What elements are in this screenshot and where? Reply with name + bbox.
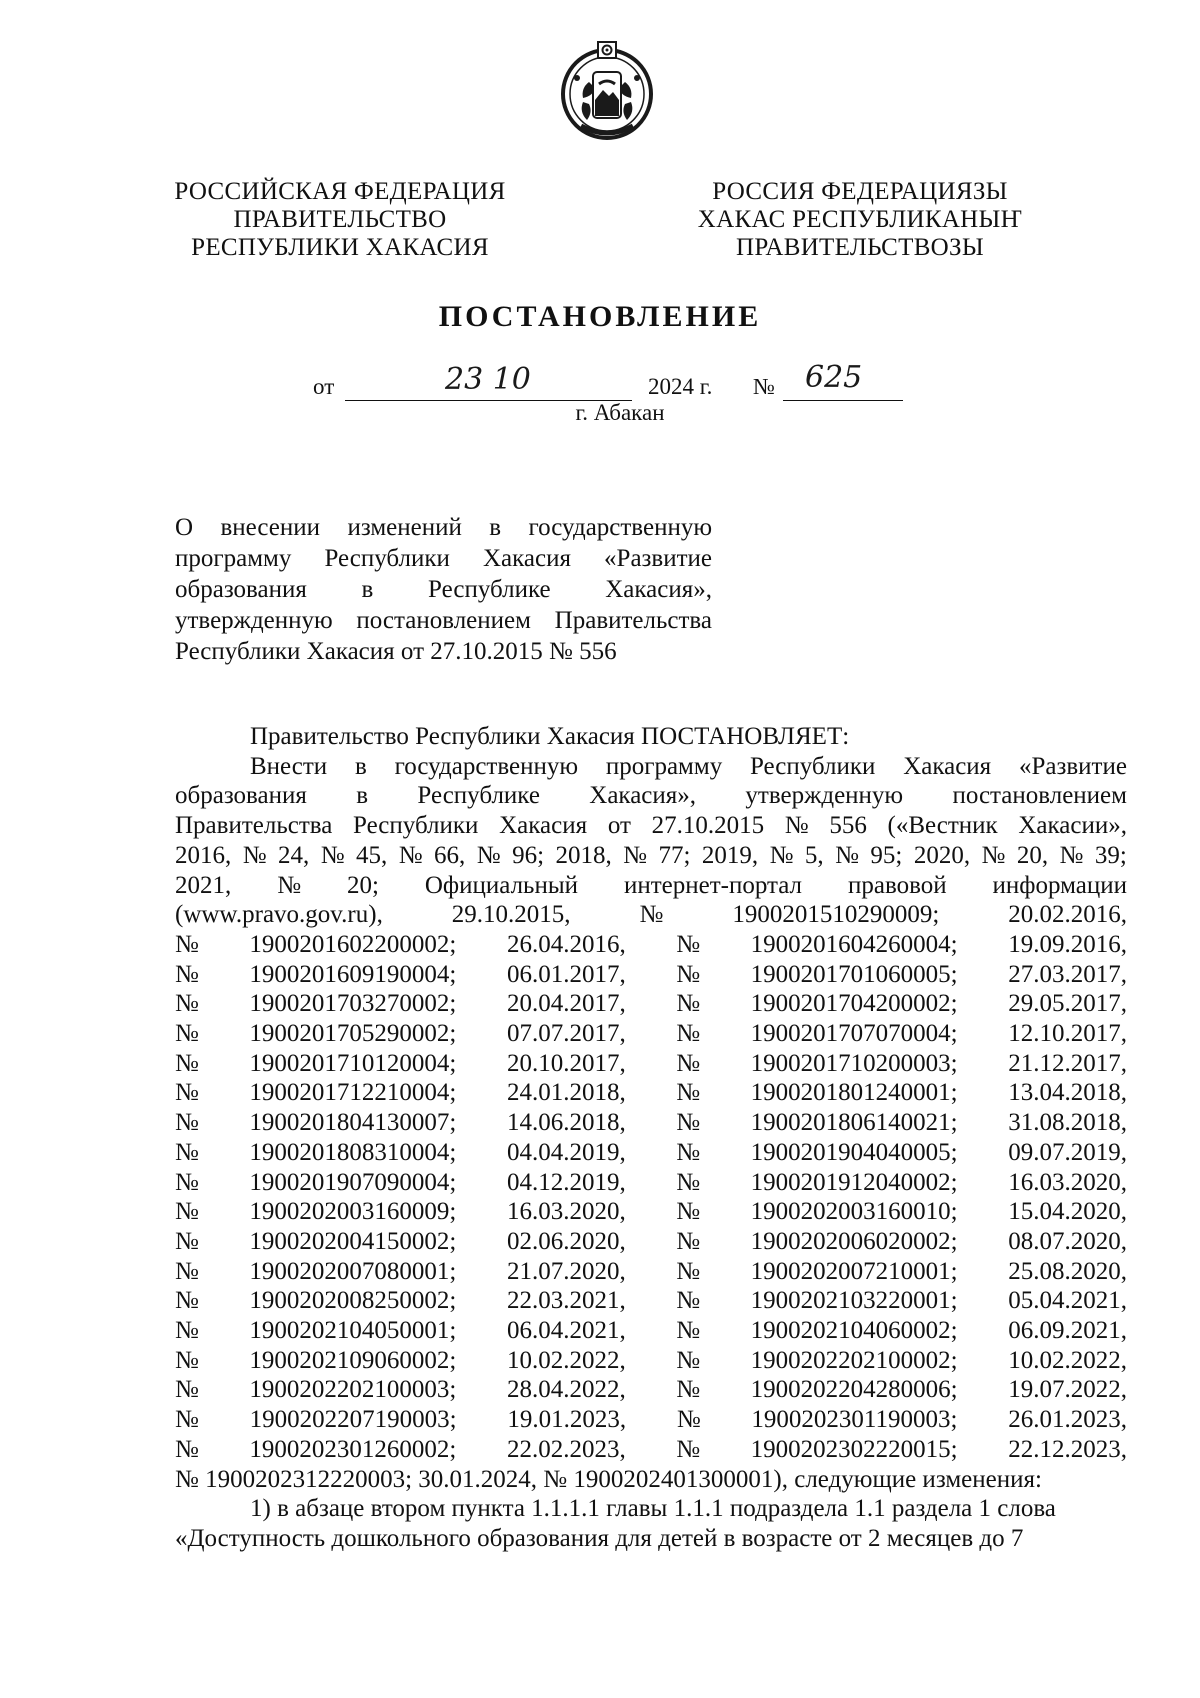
body-word: 05.04.2021, <box>1008 1287 1127 1315</box>
body-word: № <box>769 841 794 869</box>
header-left-block <box>160 178 520 262</box>
body-word: 09.07.2019, <box>1008 1138 1127 1166</box>
handwritten-number: 625 <box>805 360 863 395</box>
body-word: № <box>320 841 345 869</box>
document-type-title: ПОСТАНОВЛЕНИЕ <box>438 300 762 333</box>
body-word: постановлением <box>952 782 1127 810</box>
body-word: 2020, <box>913 841 971 869</box>
body-word: (www.pravo.gov.ru), <box>175 901 383 929</box>
body-word: правовой <box>847 871 947 899</box>
body-word: № <box>676 1376 701 1404</box>
body-word: «Развитие <box>1018 752 1127 780</box>
body-word: 20.04.2017, <box>506 990 626 1018</box>
body-word: 1900201510290009; <box>732 901 940 929</box>
item-1-continuation: «Доступность дошкольного образования для детей в возрасте от 2 месяцев до 7 <box>175 1524 1024 1552</box>
body-word: программу <box>605 752 723 780</box>
body-word: 1900202103220001; <box>750 1287 958 1315</box>
body-line <box>175 1227 1127 1257</box>
body-word: 556 <box>829 812 867 840</box>
body-word: Хакасия», <box>589 782 697 810</box>
header-right-block <box>680 178 1040 262</box>
body-word: интернет-портал <box>623 871 803 899</box>
body-word: 1900201609190004; <box>249 960 457 988</box>
body-word: 1900201804130007; <box>249 1109 457 1137</box>
number-label: № <box>753 374 775 399</box>
body-word: № <box>676 1227 701 1255</box>
from-label: от <box>313 374 335 399</box>
body-word: 22.02.2023, <box>506 1435 626 1463</box>
body-word: 1900201712210004; <box>249 1079 457 1107</box>
body-word: 2018, <box>555 841 612 869</box>
body-word: 1900201904040005; <box>750 1138 958 1166</box>
coat-of-arms-icon <box>555 38 659 142</box>
body-word: 15.04.2020, <box>1008 1198 1127 1226</box>
body-line <box>175 960 1127 990</box>
body-word: образования <box>175 782 307 810</box>
body-word: 16.03.2020, <box>506 1198 626 1226</box>
body-word: № <box>242 841 267 869</box>
body-line <box>175 1316 1127 1346</box>
subject-line: Республики Хакасия от 27.10.2015 № 556 <box>175 638 617 665</box>
body-word: № <box>676 1406 701 1434</box>
body-word: 96; <box>512 841 545 869</box>
body-word: 04.04.2019, <box>506 1138 626 1166</box>
body-line <box>175 989 1127 1019</box>
body-word: Республики <box>749 752 876 780</box>
body-word: № <box>623 841 648 869</box>
body-word: 1900201806140021; <box>750 1109 958 1137</box>
body-word: № <box>676 1109 701 1137</box>
body-word: («Вестник <box>887 812 998 840</box>
body-word: № <box>277 871 302 899</box>
subject-line: утвержденную постановлением Правительства <box>175 607 712 634</box>
body-word: 06.04.2021, <box>506 1317 626 1345</box>
body-word: 22.12.2023, <box>1008 1435 1127 1463</box>
body-word: № <box>175 1138 199 1166</box>
body-word: № <box>835 841 859 869</box>
body-word: 2019, <box>701 841 759 869</box>
body-word: 24, <box>278 841 310 869</box>
body-line <box>175 1108 1127 1138</box>
body-word: № <box>175 930 199 958</box>
body-word: 19.09.2016, <box>1008 930 1127 958</box>
body-word: № <box>476 841 501 869</box>
body-word: 10.02.2022, <box>506 1346 626 1374</box>
body-word: 1900202003160010; <box>750 1198 958 1226</box>
body-word: 1900202007080001; <box>249 1257 457 1285</box>
body-word: 28.04.2022, <box>506 1376 626 1404</box>
body-word: 13.04.2018, <box>1008 1079 1127 1107</box>
body-line <box>175 1375 1127 1405</box>
body-word: 1900202104050001; <box>249 1317 457 1345</box>
body-line <box>175 871 1127 901</box>
body-word: 10.02.2022, <box>1008 1346 1127 1374</box>
body-word: 27.10.2015 <box>651 812 765 840</box>
body-line <box>175 1286 1127 1316</box>
body-word: № <box>175 1168 199 1196</box>
body-word: 1900201701060005; <box>750 960 958 988</box>
body-word: 08.07.2020, <box>1008 1227 1127 1255</box>
body-word: 20.02.2016, <box>1008 901 1127 929</box>
body-line <box>175 1346 1127 1376</box>
body-word: № <box>676 930 701 958</box>
body-word: Хакасия <box>499 812 588 840</box>
body-word: 1900201602200002; <box>249 930 457 958</box>
body-word: 20; <box>346 871 379 899</box>
body-word: № <box>175 1109 199 1137</box>
body-word: 1900202109060002; <box>249 1346 457 1374</box>
body-word: 26.04.2016, <box>506 930 626 958</box>
body-word: 1900201808310004; <box>249 1138 457 1166</box>
body-word: № <box>784 812 809 840</box>
body-line <box>175 811 1127 841</box>
body-word: Хакасии», <box>1018 812 1127 840</box>
body-word: № <box>676 990 701 1018</box>
body-word: Республике <box>417 782 540 810</box>
body-word: № <box>676 1435 701 1463</box>
header-left-line-3: РЕСПУБЛИКИ ХАКАСИЯ <box>191 234 489 261</box>
body-word: Республики <box>353 812 479 840</box>
body-word: № <box>676 1346 701 1374</box>
body-word: 1900202007210001; <box>750 1257 958 1285</box>
decree-line: Правительство Республики Хакасия ПОСТАНОВЛЯЕТ: <box>250 723 850 750</box>
body-word: 5, <box>804 841 824 869</box>
body-word: 1900201907090004; <box>249 1168 457 1196</box>
header-right-line-2: ХАКАС РЕСПУБЛИКАНЫҤ <box>697 206 1023 233</box>
body-word: № <box>175 1020 199 1048</box>
body-word: 06.09.2021, <box>1008 1317 1127 1345</box>
body-line <box>175 900 1127 930</box>
body-word: № <box>175 1287 199 1315</box>
body-word: 20.10.2017, <box>506 1049 626 1077</box>
body-line <box>175 930 1127 960</box>
body-word: № <box>175 1406 199 1434</box>
body-word: 1900202204280006; <box>750 1376 958 1404</box>
body-line <box>175 1138 1127 1168</box>
item-1-line: 1) в абзаце втором пункта 1.1.1.1 главы 1.1.1 подраздела 1.1 раздела 1 слова <box>250 1495 1056 1523</box>
body-line <box>175 1197 1127 1227</box>
body-word: 22.03.2021, <box>506 1287 626 1315</box>
body-word: № <box>676 1198 701 1226</box>
subject-block <box>175 512 712 667</box>
body-word: 2016, <box>175 841 232 869</box>
body-word: № <box>175 1227 199 1255</box>
body-word: 1900202004150002; <box>249 1227 457 1255</box>
body-word: 06.01.2017, <box>506 960 626 988</box>
body-word: 1900202301190003; <box>751 1406 958 1434</box>
body-line <box>175 1257 1127 1287</box>
body-word: 1900202003160009; <box>249 1198 457 1226</box>
body-word: 66, <box>434 841 466 869</box>
body-line <box>175 1405 1127 1435</box>
body-line <box>175 841 1127 871</box>
body-word: № <box>981 841 1006 869</box>
header-right-line-1: РОССИЯ ФЕДЕРАЦИЯЗЫ <box>712 178 1008 205</box>
body-word: в <box>356 782 369 810</box>
body-word: 1900201707070004; <box>750 1020 958 1048</box>
body-word: 31.08.2018, <box>1008 1109 1127 1137</box>
body-word: № <box>676 1138 701 1166</box>
body-word: № <box>676 1257 701 1285</box>
body-word: Внести <box>250 752 328 780</box>
header-right-line-3: ПРАВИТЕЛЬСТВОЗЫ <box>736 234 984 261</box>
body-word: 07.07.2017, <box>506 1020 626 1048</box>
body-word: в <box>354 752 367 780</box>
body-word: 77; <box>658 841 691 869</box>
subject-line: О внесении изменений в государственную <box>175 514 712 541</box>
body-word: 02.06.2020, <box>506 1227 626 1255</box>
body-word: № <box>175 1376 199 1404</box>
body-word: 1900202302220015; <box>750 1435 958 1463</box>
body-word: № <box>398 841 423 869</box>
body-word: информации <box>992 871 1127 899</box>
body-word: 1900201704200002; <box>750 990 958 1018</box>
body-word: № <box>639 901 664 929</box>
body-word: 1900201912040002; <box>750 1168 958 1196</box>
body-line <box>175 1435 1127 1465</box>
body-word: 45, <box>356 841 388 869</box>
body-word: № <box>175 1079 199 1107</box>
body-word: утвержденную <box>745 782 904 810</box>
body-word: № <box>175 1257 199 1285</box>
body-word: № <box>175 990 199 1018</box>
body-word: № <box>175 960 199 988</box>
body-word: 21.07.2020, <box>506 1257 626 1285</box>
body-word: 29.10.2015, <box>451 901 571 929</box>
body-line <box>175 752 1127 782</box>
body-word: от <box>607 812 631 840</box>
body-word: Правительства <box>175 812 333 840</box>
body-line <box>175 1078 1127 1108</box>
body-word: № <box>676 1168 701 1196</box>
body-word: 16.03.2020, <box>1008 1168 1127 1196</box>
body-word: 21.12.2017, <box>1008 1049 1127 1077</box>
body-word: 1900202202100003; <box>249 1376 457 1404</box>
body-word: 19.07.2022, <box>1008 1376 1127 1404</box>
body-word: № <box>175 1049 199 1077</box>
body-word: Официальный <box>424 871 579 899</box>
body-word: № <box>676 1049 701 1077</box>
body-word: № <box>175 1317 199 1345</box>
city-label: г. Абакан <box>575 400 665 425</box>
subject-line: программу Республики Хакасия «Развитие <box>175 545 712 572</box>
handwritten-date: 23 10 <box>445 362 531 397</box>
body-word: 1900201710200003; <box>750 1049 958 1077</box>
body-word: 1900202207190003; <box>249 1406 457 1434</box>
body-word: 1900202008250002; <box>249 1287 457 1315</box>
body-word: 19.01.2023, <box>507 1406 627 1434</box>
year-label: 2024 г. <box>648 374 713 399</box>
body-word: № <box>676 1020 701 1048</box>
body-word: 26.01.2023, <box>1008 1406 1127 1434</box>
body-word: 1900201710120004; <box>249 1049 457 1077</box>
body-word: 1900201705290002; <box>249 1020 457 1048</box>
body-word: № <box>175 1198 199 1226</box>
body-word: № <box>175 1435 199 1463</box>
body-word: 12.10.2017, <box>1008 1020 1127 1048</box>
body-word: 1900202006020002; <box>750 1227 958 1255</box>
body-line <box>175 1019 1127 1049</box>
body-word: 1900202202100002; <box>750 1346 958 1374</box>
body-word: государственную <box>394 752 579 780</box>
body-word: 39; <box>1094 841 1127 869</box>
header-left-line-2: ПРАВИТЕЛЬСТВО <box>233 206 447 233</box>
body-word: 14.06.2018, <box>506 1109 626 1137</box>
body-word: 04.12.2019, <box>506 1168 626 1196</box>
body-word: № <box>1059 841 1084 869</box>
body-word: Хакасия <box>903 752 992 780</box>
body-word: 1900202301260002; <box>249 1435 457 1463</box>
header-left-line-1: РОССИЙСКАЯ ФЕДЕРАЦИЯ <box>174 178 506 205</box>
body-word: 25.08.2020, <box>1008 1257 1127 1285</box>
body-word: № <box>676 1079 701 1107</box>
body-word: 24.01.2018, <box>506 1079 626 1107</box>
body-line <box>175 781 1127 811</box>
body-word: № <box>676 960 701 988</box>
body-word: 1900202104060002; <box>750 1317 958 1345</box>
body-word: 1900201604260004; <box>750 930 958 958</box>
subject-line: образования в Республике Хакасия», <box>175 576 712 603</box>
closing-line: № 1900202312220003; 30.01.2024, № 1900202401300001), следующие изменения: <box>175 1465 1042 1493</box>
body-word: 20, <box>1016 841 1049 869</box>
body-line <box>175 1049 1127 1079</box>
body-word: 29.05.2017, <box>1008 990 1127 1018</box>
body-word: № <box>175 1346 199 1374</box>
body-word: № <box>676 1287 701 1315</box>
body-word: 1900201801240001; <box>750 1079 958 1107</box>
body-word: 1900201703270002; <box>249 990 457 1018</box>
body-word: 95; <box>870 841 903 869</box>
body-word: 27.03.2017, <box>1008 960 1127 988</box>
document-body <box>175 722 1127 1554</box>
body-line <box>175 1168 1127 1198</box>
body-word: № <box>676 1317 701 1345</box>
body-word: 2021, <box>175 871 232 899</box>
